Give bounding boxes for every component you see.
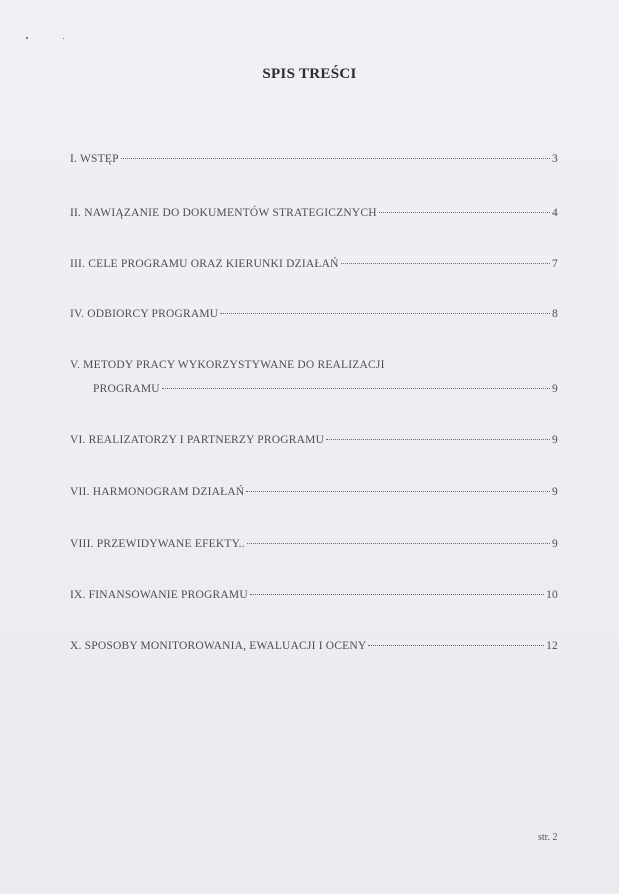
toc-page-number: 4 (552, 207, 558, 219)
toc-page-number: 9 (552, 434, 558, 446)
toc-entry-3 (70, 258, 558, 270)
toc-entry-5 (93, 383, 558, 395)
toc-label: II. NAWIĄZANIE DO DOKUMENTÓW STRATEGICZNYCH (70, 207, 377, 219)
toc-entry-1 (70, 153, 558, 165)
toc-page-number: 7 (552, 258, 558, 270)
dot-leader (247, 543, 550, 544)
toc-entry-7 (70, 486, 558, 498)
dot-leader (250, 594, 544, 595)
dot-leader (246, 491, 550, 492)
toc-entry-8 (70, 538, 558, 550)
toc-page-number: 10 (546, 589, 558, 601)
toc-label-continuation: PROGRAMU (93, 383, 160, 395)
toc-page-number: 12 (546, 640, 558, 652)
toc-entry-6 (70, 434, 558, 446)
toc-entry-10 (70, 640, 558, 652)
dot-leader (326, 439, 550, 440)
toc-label: VI. REALIZATORZY I PARTNERZY PROGRAMU (70, 434, 325, 446)
dot-leader (341, 263, 550, 264)
toc-page-number: 3 (552, 153, 558, 165)
toc-page-number: 9 (552, 486, 558, 498)
toc-page-number: 8 (552, 308, 558, 320)
page-title: SPIS TREŚCI (262, 66, 357, 82)
toc-label: X. SPOSOBY MONITOROWANIA, EWALUACJI I OCENY (70, 640, 367, 652)
toc-entry-5-line1 (70, 359, 558, 371)
toc-label: VII. HARMONOGRAM DZIAŁAŃ (70, 486, 245, 498)
dot-leader (368, 645, 544, 646)
scan-speck (26, 37, 28, 39)
toc-page-number: 9 (552, 538, 558, 550)
toc-entry-4 (70, 308, 558, 320)
dot-leader (220, 313, 550, 314)
toc-page-number: 9 (552, 383, 558, 395)
page-footer: str. 2 (538, 832, 558, 843)
toc-label: V. METODY PRACY WYKORZYSTYWANE DO REALIZACJI (70, 359, 385, 371)
toc-label: IV. ODBIORCY PROGRAMU (70, 308, 219, 320)
toc-label: IX. FINANSOWANIE PROGRAMU (70, 589, 248, 601)
toc-label: VIII. PRZEWIDYWANE EFEKTY.. (70, 538, 245, 550)
toc-entry-2 (70, 207, 558, 219)
toc-entry-9 (70, 589, 558, 601)
toc-label: I. WSTĘP (70, 153, 119, 165)
dot-leader (162, 388, 550, 389)
dot-leader (379, 212, 550, 213)
dot-leader (121, 158, 550, 159)
scan-speck (63, 38, 64, 39)
toc-label: III. CELE PROGRAMU ORAZ KIERUNKI DZIAŁAŃ (70, 258, 339, 270)
